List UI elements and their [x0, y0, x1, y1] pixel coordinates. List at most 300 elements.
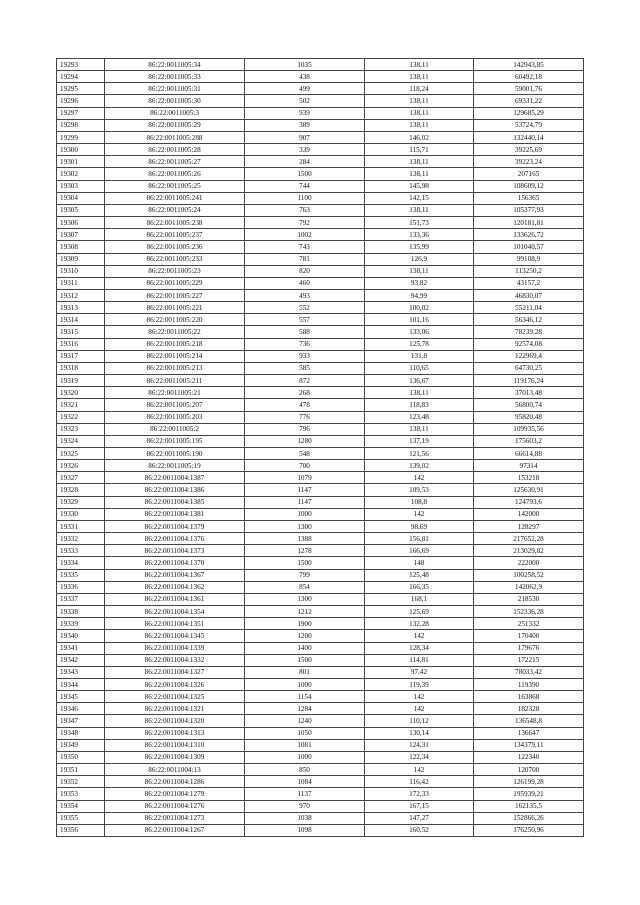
- area-cell: 502: [245, 95, 365, 107]
- table-row: [57, 691, 584, 703]
- unit-value-cell: 98,69: [365, 520, 474, 532]
- cadastral-value-cell: 162135,5: [474, 800, 584, 812]
- table-row: [57, 131, 584, 143]
- cadastral-number-cell: 86:22:0011005:214: [105, 350, 245, 362]
- cadastral-value-cell: 124793,6: [474, 496, 584, 508]
- table-row: [57, 581, 584, 593]
- cadastral-number-cell: 86:22:0011005:30: [105, 95, 245, 107]
- table-row: [57, 533, 584, 545]
- area-cell: 1050: [245, 727, 365, 739]
- cadastral-value-cell: 182328: [474, 703, 584, 715]
- cadastral-value-cell: 128297: [474, 520, 584, 532]
- row-number-cell: 19306: [57, 217, 105, 229]
- cadastral-value-cell: 129685,29: [474, 107, 584, 119]
- table-row: [57, 253, 584, 265]
- cadastral-number-cell: 86:22:0011004:1276: [105, 800, 245, 812]
- table-row: [57, 545, 584, 557]
- area-cell: 781: [245, 253, 365, 265]
- cadastral-value-cell: 136548,8: [474, 715, 584, 727]
- row-number-cell: 19299: [57, 131, 105, 143]
- row-number-cell: 19315: [57, 326, 105, 338]
- cadastral-value-cell: 170400: [474, 630, 584, 642]
- area-cell: 1278: [245, 545, 365, 557]
- cadastral-number-cell: 86:22:0011005:31: [105, 83, 245, 95]
- row-number-cell: 19296: [57, 95, 105, 107]
- row-number-cell: 19345: [57, 691, 105, 703]
- area-cell: 339: [245, 144, 365, 156]
- cadastral-value-cell: 60492,18: [474, 71, 584, 83]
- area-cell: 1137: [245, 788, 365, 800]
- table-row: [57, 119, 584, 131]
- area-cell: 820: [245, 265, 365, 277]
- cadastral-value-cell: 56800,74: [474, 399, 584, 411]
- unit-value-cell: 142: [365, 691, 474, 703]
- unit-value-cell: 142: [365, 630, 474, 642]
- area-cell: 970: [245, 800, 365, 812]
- cadastral-value-cell: 152866,26: [474, 812, 584, 824]
- area-cell: 1002: [245, 229, 365, 241]
- unit-value-cell: 166,69: [365, 545, 474, 557]
- cadastral-value-cell: 100258,52: [474, 569, 584, 581]
- table-row: [57, 338, 584, 350]
- cadastral-value-table: [56, 58, 584, 837]
- area-cell: 268: [245, 387, 365, 399]
- cadastral-number-cell: 86:22:0011005:211: [105, 375, 245, 387]
- row-number-cell: 19317: [57, 350, 105, 362]
- row-number-cell: 19349: [57, 739, 105, 751]
- area-cell: 1500: [245, 654, 365, 666]
- cadastral-number-cell: 86:22:0011004:1320: [105, 715, 245, 727]
- area-cell: 1154: [245, 691, 365, 703]
- table-row: [57, 192, 584, 204]
- unit-value-cell: 109,53: [365, 484, 474, 496]
- unit-value-cell: 136,67: [365, 375, 474, 387]
- row-number-cell: 19309: [57, 253, 105, 265]
- table-row: [57, 411, 584, 423]
- row-number-cell: 19346: [57, 703, 105, 715]
- cadastral-number-cell: 86:22:0011005:229: [105, 277, 245, 289]
- row-number-cell: 19326: [57, 460, 105, 472]
- row-number-cell: 19293: [57, 59, 105, 71]
- unit-value-cell: 145,98: [365, 180, 474, 192]
- cadastral-number-cell: 86:22:0011005:26: [105, 168, 245, 180]
- cadastral-value-cell: 53724,79: [474, 119, 584, 131]
- area-cell: 585: [245, 362, 365, 374]
- area-cell: 478: [245, 399, 365, 411]
- table-row: [57, 168, 584, 180]
- row-number-cell: 19356: [57, 824, 105, 836]
- unit-value-cell: 132,28: [365, 618, 474, 630]
- table-row: [57, 703, 584, 715]
- row-number-cell: 19300: [57, 144, 105, 156]
- cadastral-number-cell: 86:22:0011005:29: [105, 119, 245, 131]
- cadastral-value-cell: 156365: [474, 192, 584, 204]
- area-cell: 792: [245, 217, 365, 229]
- table-row: [57, 95, 584, 107]
- area-cell: 1000: [245, 508, 365, 520]
- table-row: [57, 654, 584, 666]
- row-number-cell: 19304: [57, 192, 105, 204]
- cadastral-number-cell: 86:22:0011004:1373: [105, 545, 245, 557]
- table-row: [57, 302, 584, 314]
- cadastral-value-cell: 109935,56: [474, 423, 584, 435]
- cadastral-number-cell: 86:22:0011004:1267: [105, 824, 245, 836]
- cadastral-value-cell: 172215: [474, 654, 584, 666]
- cadastral-number-cell: 86:22:0011005:238: [105, 217, 245, 229]
- cadastral-value-cell: 153218: [474, 472, 584, 484]
- unit-value-cell: 114,81: [365, 654, 474, 666]
- unit-value-cell: 93,82: [365, 277, 474, 289]
- cadastral-value-cell: 56346,12: [474, 314, 584, 326]
- unit-value-cell: 108,8: [365, 496, 474, 508]
- row-number-cell: 19323: [57, 423, 105, 435]
- row-number-cell: 19305: [57, 204, 105, 216]
- table-row: [57, 399, 584, 411]
- unit-value-cell: 147,27: [365, 812, 474, 824]
- table-row: [57, 460, 584, 472]
- unit-value-cell: 137,19: [365, 435, 474, 447]
- cadastral-number-cell: 86:22:0011004:13: [105, 764, 245, 776]
- cadastral-value-cell: 175603,2: [474, 435, 584, 447]
- cadastral-value-cell: 120181,81: [474, 217, 584, 229]
- area-cell: 1098: [245, 824, 365, 836]
- cadastral-value-cell: 43157,2: [474, 277, 584, 289]
- table-row: [57, 618, 584, 630]
- area-cell: 850: [245, 764, 365, 776]
- unit-value-cell: 123,48: [365, 411, 474, 423]
- cadastral-number-cell: 86:22:0011005:203: [105, 411, 245, 423]
- unit-value-cell: 128,34: [365, 642, 474, 654]
- table-row: [57, 241, 584, 253]
- table-body: [57, 59, 584, 837]
- cadastral-number-cell: 86:22:0011005:218: [105, 338, 245, 350]
- cadastral-value-cell: 122340: [474, 751, 584, 763]
- table-row: [57, 375, 584, 387]
- cadastral-value-cell: 122969,4: [474, 350, 584, 362]
- table-row: [57, 204, 584, 216]
- unit-value-cell: 172,33: [365, 788, 474, 800]
- unit-value-cell: 138,11: [365, 71, 474, 83]
- row-number-cell: 19353: [57, 788, 105, 800]
- cadastral-number-cell: 86:22:0011005:24: [105, 204, 245, 216]
- unit-value-cell: 142,15: [365, 192, 474, 204]
- row-number-cell: 19352: [57, 776, 105, 788]
- row-number-cell: 19308: [57, 241, 105, 253]
- table-row: [57, 557, 584, 569]
- area-cell: 1035: [245, 59, 365, 71]
- row-number-cell: 19294: [57, 71, 105, 83]
- area-cell: 1280: [245, 435, 365, 447]
- cadastral-number-cell: 86:22:0011005:221: [105, 302, 245, 314]
- row-number-cell: 19335: [57, 569, 105, 581]
- area-cell: 588: [245, 326, 365, 338]
- cadastral-number-cell: 86:22:0011004:1339: [105, 642, 245, 654]
- row-number-cell: 19338: [57, 606, 105, 618]
- row-number-cell: 19347: [57, 715, 105, 727]
- cadastral-value-cell: 125630,91: [474, 484, 584, 496]
- unit-value-cell: 97,42: [365, 666, 474, 678]
- row-number-cell: 19337: [57, 593, 105, 605]
- table-row: [57, 630, 584, 642]
- area-cell: 1300: [245, 520, 365, 532]
- area-cell: 799: [245, 569, 365, 581]
- document-page: [56, 58, 583, 837]
- cadastral-value-cell: 142062,9: [474, 581, 584, 593]
- row-number-cell: 19320: [57, 387, 105, 399]
- unit-value-cell: 131,8: [365, 350, 474, 362]
- cadastral-value-cell: 95820,48: [474, 411, 584, 423]
- row-number-cell: 19314: [57, 314, 105, 326]
- unit-value-cell: 138,11: [365, 423, 474, 435]
- area-cell: 460: [245, 277, 365, 289]
- row-number-cell: 19302: [57, 168, 105, 180]
- cadastral-value-cell: 251332: [474, 618, 584, 630]
- row-number-cell: 19311: [57, 277, 105, 289]
- cadastral-number-cell: 86:22:0011005:190: [105, 448, 245, 460]
- cadastral-number-cell: 86:22:0011005:2: [105, 423, 245, 435]
- row-number-cell: 19340: [57, 630, 105, 642]
- unit-value-cell: 118,83: [365, 399, 474, 411]
- row-number-cell: 19354: [57, 800, 105, 812]
- row-number-cell: 19297: [57, 107, 105, 119]
- cadastral-number-cell: 86:22:0011004:1326: [105, 678, 245, 690]
- unit-value-cell: 101,16: [365, 314, 474, 326]
- unit-value-cell: 138,11: [365, 265, 474, 277]
- cadastral-number-cell: 86:22:0011005:22: [105, 326, 245, 338]
- row-number-cell: 19313: [57, 302, 105, 314]
- cadastral-value-cell: 217652,28: [474, 533, 584, 545]
- table-row: [57, 642, 584, 654]
- cadastral-value-cell: 119176,24: [474, 375, 584, 387]
- table-row: [57, 496, 584, 508]
- cadastral-value-cell: 64730,25: [474, 362, 584, 374]
- cadastral-number-cell: 86:22:0011005:195: [105, 435, 245, 447]
- cadastral-value-cell: 119390: [474, 678, 584, 690]
- area-cell: 933: [245, 350, 365, 362]
- cadastral-value-cell: 176250,96: [474, 824, 584, 836]
- cadastral-number-cell: 86:22:0011005:25: [105, 180, 245, 192]
- row-number-cell: 19327: [57, 472, 105, 484]
- cadastral-value-cell: 105377,93: [474, 204, 584, 216]
- cadastral-value-cell: 152336,28: [474, 606, 584, 618]
- unit-value-cell: 126,9: [365, 253, 474, 265]
- unit-value-cell: 94,99: [365, 289, 474, 301]
- cadastral-value-cell: 120700: [474, 764, 584, 776]
- area-cell: 743: [245, 241, 365, 253]
- unit-value-cell: 138,11: [365, 107, 474, 119]
- cadastral-number-cell: 86:22:0011004:1345: [105, 630, 245, 642]
- area-cell: 1500: [245, 557, 365, 569]
- area-cell: 763: [245, 204, 365, 216]
- unit-value-cell: 122,34: [365, 751, 474, 763]
- row-number-cell: 19298: [57, 119, 105, 131]
- cadastral-number-cell: 86:22:0011004:1376: [105, 533, 245, 545]
- area-cell: 872: [245, 375, 365, 387]
- unit-value-cell: 142: [365, 764, 474, 776]
- cadastral-value-cell: 207165: [474, 168, 584, 180]
- unit-value-cell: 142: [365, 703, 474, 715]
- unit-value-cell: 138,11: [365, 204, 474, 216]
- unit-value-cell: 151,73: [365, 217, 474, 229]
- cadastral-number-cell: 86:22:0011005:241: [105, 192, 245, 204]
- unit-value-cell: 139,02: [365, 460, 474, 472]
- row-number-cell: 19322: [57, 411, 105, 423]
- cadastral-number-cell: 86:22:0011005:236: [105, 241, 245, 253]
- table-row: [57, 764, 584, 776]
- area-cell: 1200: [245, 630, 365, 642]
- cadastral-value-cell: 163868: [474, 691, 584, 703]
- cadastral-value-cell: 126199,28: [474, 776, 584, 788]
- cadastral-number-cell: 86:22:0011004:1367: [105, 569, 245, 581]
- row-number-cell: 19316: [57, 338, 105, 350]
- unit-value-cell: 135,99: [365, 241, 474, 253]
- cadastral-number-cell: 86:22:0011005:227: [105, 289, 245, 301]
- cadastral-number-cell: 86:22:0011004:1354: [105, 606, 245, 618]
- cadastral-number-cell: 86:22:0011005:23: [105, 265, 245, 277]
- cadastral-value-cell: 101040,57: [474, 241, 584, 253]
- table-row: [57, 217, 584, 229]
- cadastral-value-cell: 92574,08: [474, 338, 584, 350]
- table-row: [57, 800, 584, 812]
- area-cell: 438: [245, 71, 365, 83]
- cadastral-value-cell: 39225,69: [474, 144, 584, 156]
- row-number-cell: 19329: [57, 496, 105, 508]
- table-row: [57, 472, 584, 484]
- cadastral-number-cell: 86:22:0011004:1381: [105, 508, 245, 520]
- cadastral-number-cell: 86:22:0011004:1321: [105, 703, 245, 715]
- area-cell: 1000: [245, 751, 365, 763]
- table-row: [57, 484, 584, 496]
- area-cell: 1081: [245, 739, 365, 751]
- cadastral-number-cell: 86:22:0011005:288: [105, 131, 245, 143]
- unit-value-cell: 138,11: [365, 119, 474, 131]
- cadastral-value-cell: 142943,85: [474, 59, 584, 71]
- unit-value-cell: 138,11: [365, 156, 474, 168]
- row-number-cell: 19350: [57, 751, 105, 763]
- cadastral-number-cell: 86:22:0011004:1310: [105, 739, 245, 751]
- area-cell: 552: [245, 302, 365, 314]
- table-row: [57, 776, 584, 788]
- row-number-cell: 19328: [57, 484, 105, 496]
- unit-value-cell: 156,81: [365, 533, 474, 545]
- unit-value-cell: 138,11: [365, 95, 474, 107]
- cadastral-value-cell: 59001,76: [474, 83, 584, 95]
- area-cell: 736: [245, 338, 365, 350]
- row-number-cell: 19348: [57, 727, 105, 739]
- unit-value-cell: 166,35: [365, 581, 474, 593]
- table-row: [57, 277, 584, 289]
- unit-value-cell: 138,11: [365, 59, 474, 71]
- table-row: [57, 715, 584, 727]
- cadastral-value-cell: 78239,28: [474, 326, 584, 338]
- table-row: [57, 812, 584, 824]
- table-row: [57, 666, 584, 678]
- table-row: [57, 350, 584, 362]
- area-cell: 700: [245, 460, 365, 472]
- row-number-cell: 19325: [57, 448, 105, 460]
- table-row: [57, 265, 584, 277]
- table-row: [57, 387, 584, 399]
- cadastral-number-cell: 86:22:0011004:1385: [105, 496, 245, 508]
- table-row: [57, 59, 584, 71]
- row-number-cell: 19331: [57, 520, 105, 532]
- area-cell: 284: [245, 156, 365, 168]
- row-number-cell: 19339: [57, 618, 105, 630]
- row-number-cell: 19333: [57, 545, 105, 557]
- table-row: [57, 448, 584, 460]
- cadastral-value-cell: 113250,2: [474, 265, 584, 277]
- row-number-cell: 19321: [57, 399, 105, 411]
- cadastral-number-cell: 86:22:0011004:1361: [105, 593, 245, 605]
- area-cell: 548: [245, 448, 365, 460]
- cadastral-value-cell: 78033,42: [474, 666, 584, 678]
- cadastral-value-cell: 133626,72: [474, 229, 584, 241]
- area-cell: 389: [245, 119, 365, 131]
- row-number-cell: 19319: [57, 375, 105, 387]
- cadastral-number-cell: 86:22:0011005:220: [105, 314, 245, 326]
- unit-value-cell: 148: [365, 557, 474, 569]
- cadastral-number-cell: 86:22:0011004:1313: [105, 727, 245, 739]
- cadastral-value-cell: 39223,24: [474, 156, 584, 168]
- area-cell: 557: [245, 314, 365, 326]
- table-row: [57, 606, 584, 618]
- unit-value-cell: 160,52: [365, 824, 474, 836]
- table-row: [57, 678, 584, 690]
- cadastral-number-cell: 86:22:0011004:1325: [105, 691, 245, 703]
- unit-value-cell: 138,11: [365, 168, 474, 180]
- unit-value-cell: 130,14: [365, 727, 474, 739]
- table-row: [57, 435, 584, 447]
- area-cell: 1147: [245, 484, 365, 496]
- table-row: [57, 180, 584, 192]
- table-row: [57, 751, 584, 763]
- area-cell: 1000: [245, 678, 365, 690]
- unit-value-cell: 146,02: [365, 131, 474, 143]
- area-cell: 1500: [245, 168, 365, 180]
- cadastral-value-cell: 97314: [474, 460, 584, 472]
- cadastral-value-cell: 213029,82: [474, 545, 584, 557]
- row-number-cell: 19312: [57, 289, 105, 301]
- cadastral-number-cell: 86:22:0011004:1309: [105, 751, 245, 763]
- row-number-cell: 19355: [57, 812, 105, 824]
- unit-value-cell: 133,36: [365, 229, 474, 241]
- table-row: [57, 362, 584, 374]
- cadastral-number-cell: 86:22:0011005:237: [105, 229, 245, 241]
- table-row: [57, 569, 584, 581]
- row-number-cell: 19318: [57, 362, 105, 374]
- table-row: [57, 229, 584, 241]
- area-cell: 939: [245, 107, 365, 119]
- area-cell: 1900: [245, 618, 365, 630]
- area-cell: 1400: [245, 642, 365, 654]
- unit-value-cell: 110,12: [365, 715, 474, 727]
- cadastral-value-cell: 134379,11: [474, 739, 584, 751]
- unit-value-cell: 124,31: [365, 739, 474, 751]
- area-cell: 1147: [245, 496, 365, 508]
- row-number-cell: 19303: [57, 180, 105, 192]
- unit-value-cell: 100,02: [365, 302, 474, 314]
- area-cell: 1284: [245, 703, 365, 715]
- area-cell: 1388: [245, 533, 365, 545]
- cadastral-value-cell: 195939,21: [474, 788, 584, 800]
- unit-value-cell: 115,71: [365, 144, 474, 156]
- cadastral-number-cell: 86:22:0011004:1327: [105, 666, 245, 678]
- area-cell: 1100: [245, 192, 365, 204]
- table-row: [57, 83, 584, 95]
- cadastral-number-cell: 86:22:0011004:1273: [105, 812, 245, 824]
- table-row: [57, 727, 584, 739]
- area-cell: 499: [245, 83, 365, 95]
